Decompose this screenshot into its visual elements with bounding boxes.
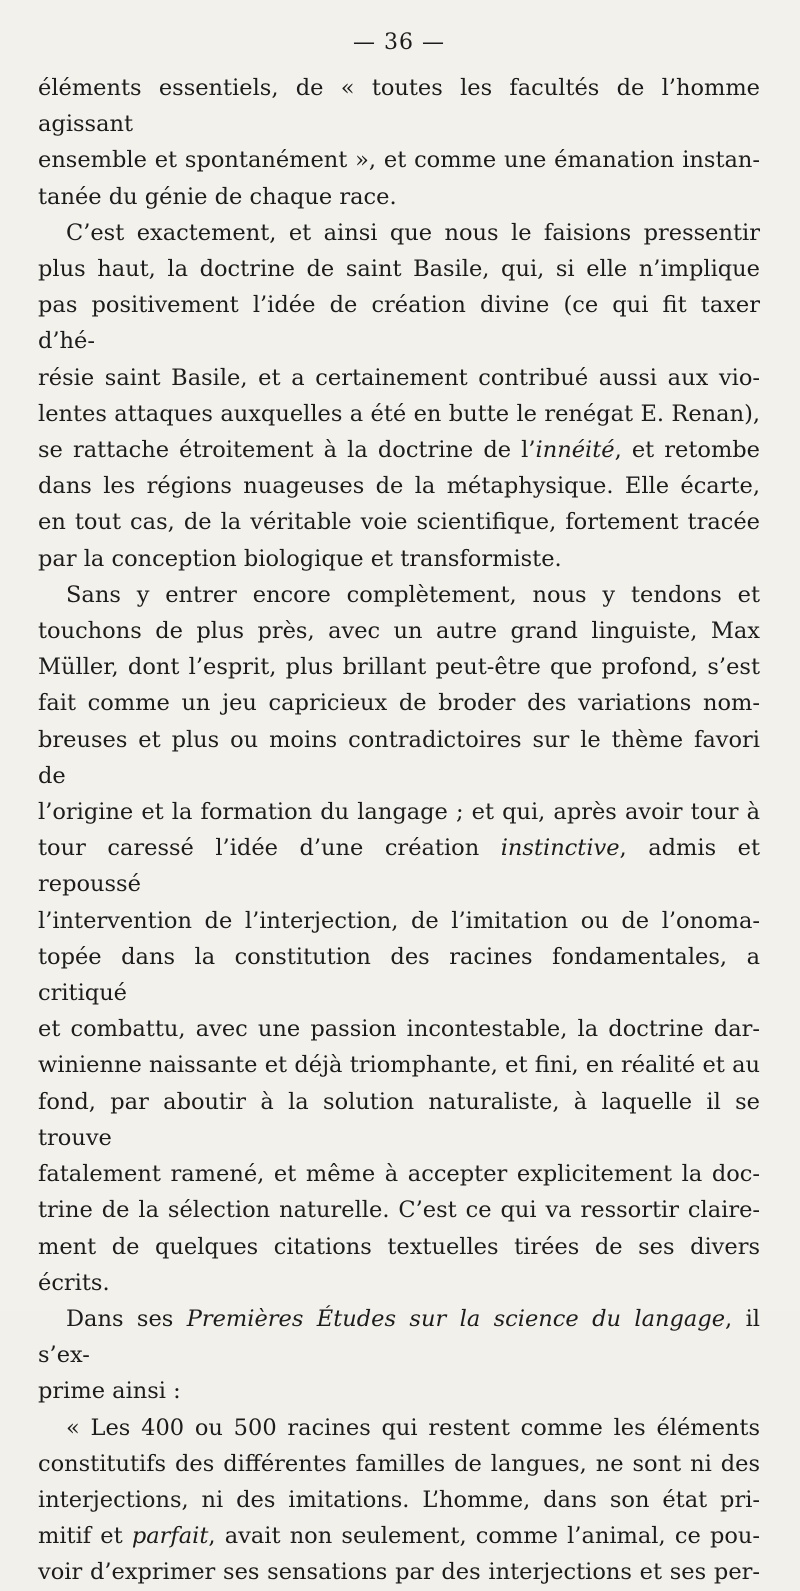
- text-after: , avait non seulement, comme l’animal, ce pou-: [208, 1523, 760, 1550]
- text-line: et combattu, avec une passion incontestable, la doctrine dar-: [38, 1016, 760, 1043]
- italic-term: parfait: [131, 1523, 209, 1550]
- italic-term: Premières Études sur la science du langage: [186, 1305, 726, 1332]
- text-line: pas positivement l’idée de création divine (ce qui fit taxer d’hé-: [38, 292, 760, 355]
- text-line: ensemble et spontanément », et comme une émanation instan-: [38, 147, 760, 174]
- text-line-parfait: [38, 1518, 760, 1554]
- text-after: , et retombe: [614, 437, 760, 464]
- text-line: topée dans la constitution des racines fondamentales, a critiqué: [38, 943, 760, 1007]
- text-line: fatalement ramené, et même à accepter explicitement la doc-: [38, 1161, 760, 1188]
- text-line: par la conception biologique et transformiste.: [38, 545, 562, 572]
- text-line: tanée du génie de chaque race.: [38, 183, 397, 210]
- text-line: lentes attaques auxquelles a été en butte le renégat E. Renan),: [38, 400, 760, 427]
- text-line: l’intervention de l’interjection, de l’imitation ou de l’onoma-: [38, 907, 760, 934]
- text-line: fond, par aboutir à la solution naturaliste, à laquelle il se trouve: [38, 1088, 760, 1151]
- text-before: se rattache étroitement à la doctrine de l’: [38, 437, 536, 464]
- text-after: , il s’ex-: [38, 1305, 760, 1369]
- text-line: trine de la sélection naturelle. C’est ce qui va ressortir claire-: [38, 1197, 760, 1224]
- text-line: plus haut, la doctrine de saint Basile, qui, si elle n’implique: [38, 256, 760, 283]
- text-before: Dans ses: [66, 1305, 187, 1332]
- text-before: mitif et: [38, 1523, 132, 1550]
- text-line: interjections, ni des imitations. L’homme, dans son état pri-: [38, 1486, 760, 1513]
- text-after: , admis et repoussé: [38, 835, 760, 898]
- page-number: — 36 —: [353, 30, 445, 55]
- text-line: constitutifs des différentes familles de langues, ne sont ni des: [38, 1450, 760, 1477]
- text-line-book-title: [38, 1301, 760, 1373]
- text-line: ment de quelques citations textuelles tirées de ses divers écrits.: [38, 1233, 760, 1296]
- text-line-instinctive: [38, 830, 760, 902]
- text-line: « Les 400 ou 500 racines qui restent comme les éléments: [66, 1414, 760, 1441]
- text-line: fait comme un jeu capricieux de broder des variations nom-: [38, 690, 760, 717]
- italic-term: instinctive: [500, 835, 620, 862]
- text-line: résie saint Basile, et a certainement contribué aussi aux vio-: [38, 364, 760, 391]
- text-line: l’origine et la formation du langage ; et qui, après avoir tour à: [38, 799, 760, 826]
- text-before: tour caressé l’idée d’une création: [38, 835, 501, 862]
- text-line: Müller, dont l’esprit, plus brillant peut-être que profond, s’est: [38, 654, 760, 681]
- text-line: breuses et plus ou moins contradictoires sur le thème favori de: [38, 726, 760, 789]
- text-line: touchons de plus près, avec un autre grand linguiste, Max: [38, 618, 760, 645]
- text-line: éléments essentiels, de « toutes les facultés de l’homme agissant: [38, 75, 760, 138]
- text-line: dans les régions nuageuses de la métaphysique. Elle écarte,: [38, 473, 760, 500]
- italic-term: innéité: [535, 437, 615, 464]
- text-line: Sans y entrer encore complètement, nous y tendons et: [66, 581, 760, 608]
- text-line: prime ainsi :: [38, 1378, 181, 1405]
- page-body: [38, 70, 760, 1591]
- text-line: voir d’exprimer ses sensations par des interjections et ses per-: [38, 1559, 760, 1586]
- text-line: winienne naissante et déjà triomphante, et fini, en réalité et au: [38, 1052, 760, 1079]
- text-line: en tout cas, de la véritable voie scientifique, fortement tracée: [38, 509, 760, 536]
- text-line: C’est exactement, et ainsi que nous le faisions pressentir: [66, 219, 760, 246]
- text-line-innéité: [38, 432, 760, 468]
